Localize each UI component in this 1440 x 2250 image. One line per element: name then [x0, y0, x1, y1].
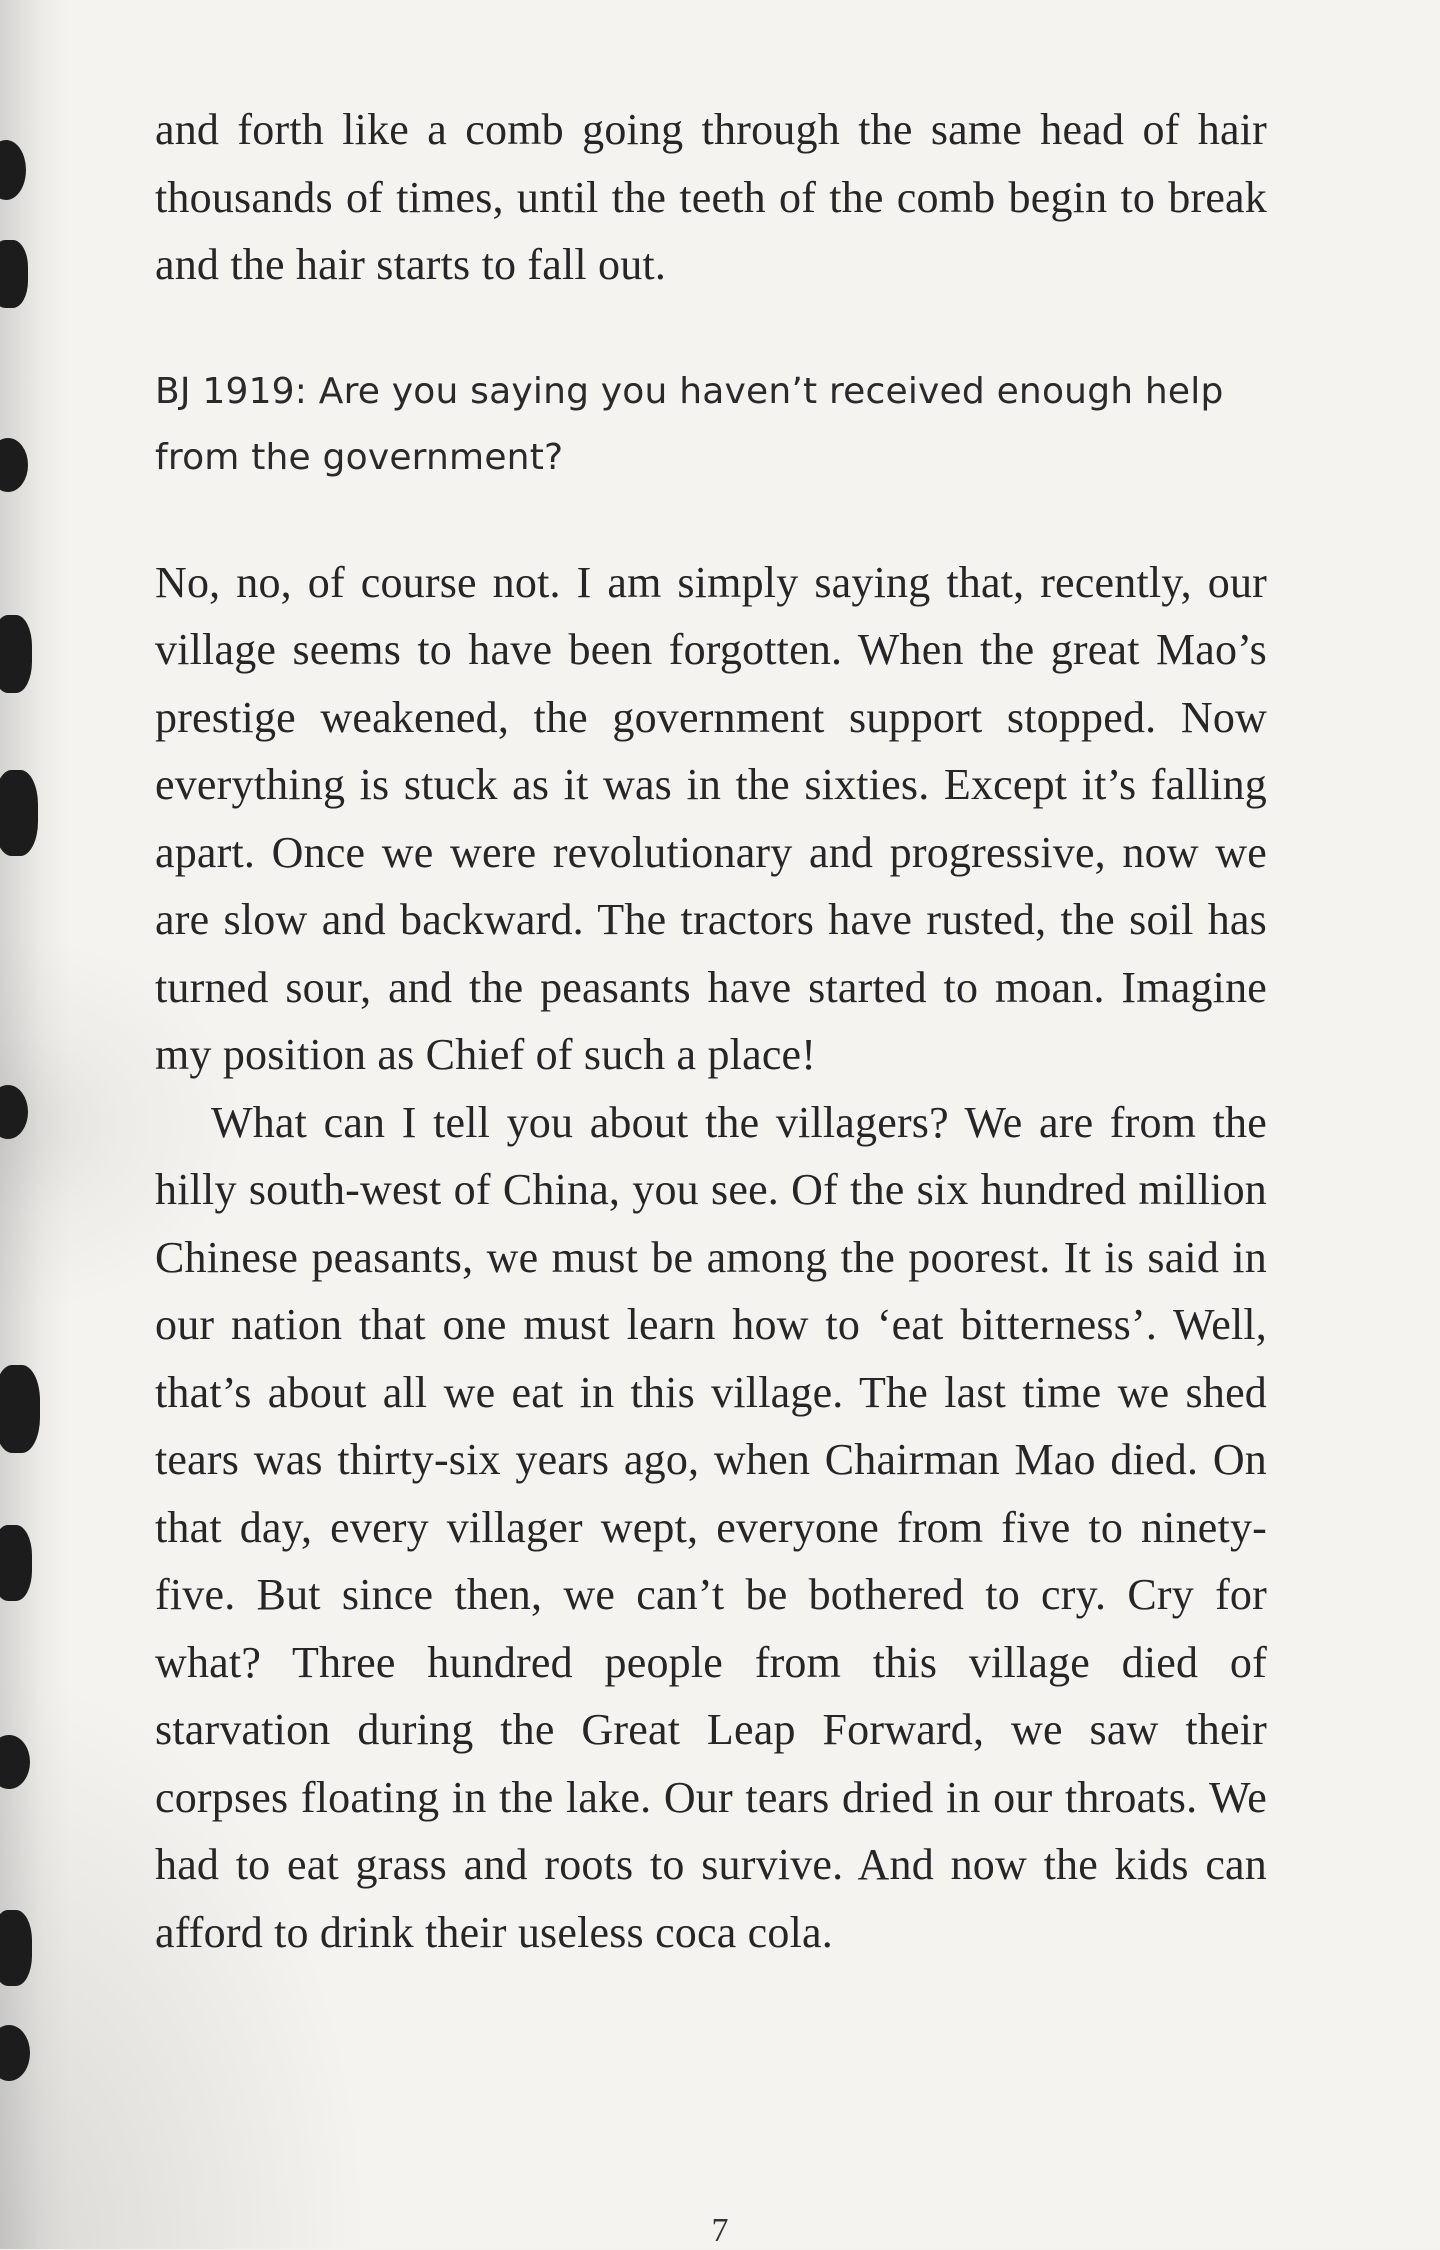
punch-hole — [0, 1910, 32, 1986]
punch-hole — [0, 240, 28, 308]
interview-question: BJ 1919: Are you saying you haven’t received enough help from the government? — [155, 370, 1224, 478]
punch-hole — [0, 615, 32, 693]
punch-hole — [0, 1525, 32, 1601]
punch-hole — [0, 770, 38, 856]
opening-paragraph: and forth like a comb going through the same head of hair thousands of times, until the teeth of the comb begin to break and the hair starts to fall out. — [155, 105, 1267, 289]
text-body — [155, 96, 1267, 1966]
answer-paragraph: What can I tell you about the villagers? We are from the hilly south-west of China, you see. Of the six hundred million Chinese peasants, we must be among the poorest. It is said in our nation that one must learn how to ‘eat bitterness’. Well, that’s about all we eat in this village. The last time we shed tears was thirty-six years ago, when Chairman Mao died. On that day, every villager wept, everyone from five to ninety-five. But since then, we can’t be bothered to cry. Cry for what? Three hundred people from this village died of starvation during the Great Leap Forward, we saw their corpses floating in the lake. Our tears dried in our throats. We had to eat grass and roots to survive. And now the kids can afford to drink their useless coca cola. — [155, 1097, 1267, 1957]
answer-paragraph: No, no, of course not. I am simply saying that, recently, our village seems to have been forgotten. When the great Mao’s prestige weakened, the government support stopped. Now everything is stuck as it was in the sixties. Except it’s falling apart. Once we were revolutionary and progressive, now we are slow and backward. The tractors have rusted, the soil has turned sour, and the peasants have started to moan. Imagine my position as Chief of such a place! — [155, 557, 1267, 1079]
punch-hole — [0, 1365, 40, 1453]
page-number: 7 — [711, 2212, 729, 2249]
